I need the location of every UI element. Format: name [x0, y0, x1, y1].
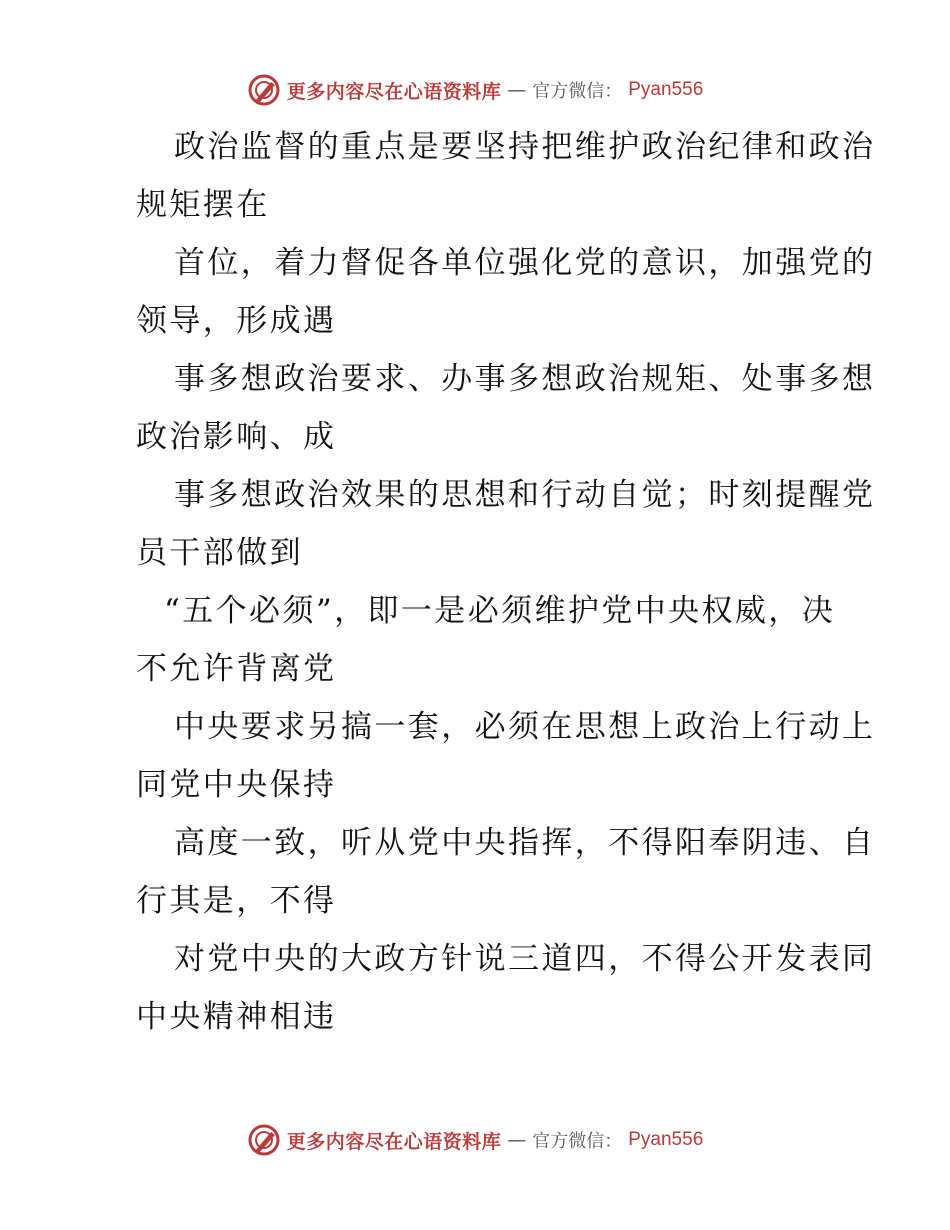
- text-line: 政治影响、成: [136, 419, 337, 455]
- header-separator: —: [507, 79, 527, 101]
- text-line: 对党中央的大政方针说三道四，不得公开发表同: [174, 941, 876, 977]
- footer-banner: [0, 1120, 950, 1160]
- text-line: 员干部做到: [136, 535, 303, 571]
- text-line: 行其是，不得: [136, 883, 337, 919]
- header-site-text: 更多内容尽在心语资料库: [286, 80, 502, 103]
- text-line: 不允许背离党: [136, 651, 337, 687]
- header-banner: [0, 70, 950, 110]
- header-wechat-label: 官方微信：: [532, 81, 623, 102]
- footer-separator: —: [507, 1129, 527, 1151]
- text-line: “五个必须”，即一是必须维护党中央权威，决: [164, 593, 836, 629]
- text-line: 高度一致，听从党中央指挥，不得阳奉阴违、自: [174, 825, 876, 861]
- text-line: 首位，着力督促各单位强化党的意识，加强党的: [174, 245, 876, 281]
- text-line: 事多想政治效果的思想和行动自觉；时刻提醒党: [174, 477, 876, 513]
- text-line: 政治监督的重点是要坚持把维护政治纪律和政治: [174, 129, 876, 165]
- footer-site-text: 更多内容尽在心语资料库: [286, 1130, 502, 1153]
- text-line: 同党中央保持: [136, 767, 337, 803]
- header-wechat-id: Pyan556: [628, 79, 704, 100]
- footer-wechat-id: Pyan556: [628, 1129, 704, 1150]
- text-line: 中央精神相违: [136, 999, 337, 1035]
- text-line: 中央要求另搞一套，必须在思想上政治上行动上: [174, 709, 876, 745]
- text-line: 领导，形成遇: [136, 303, 337, 339]
- document-body: [98, 118, 876, 1046]
- pen-logo-icon: [247, 73, 281, 107]
- footer-wechat-label: 官方微信：: [532, 1131, 623, 1152]
- text-line: 事多想政治要求、办事多想政治规矩、处事多想: [174, 361, 876, 397]
- text-line: 规矩摆在: [136, 187, 270, 223]
- paragraph: [98, 118, 876, 1046]
- pen-logo-icon: [247, 1123, 281, 1157]
